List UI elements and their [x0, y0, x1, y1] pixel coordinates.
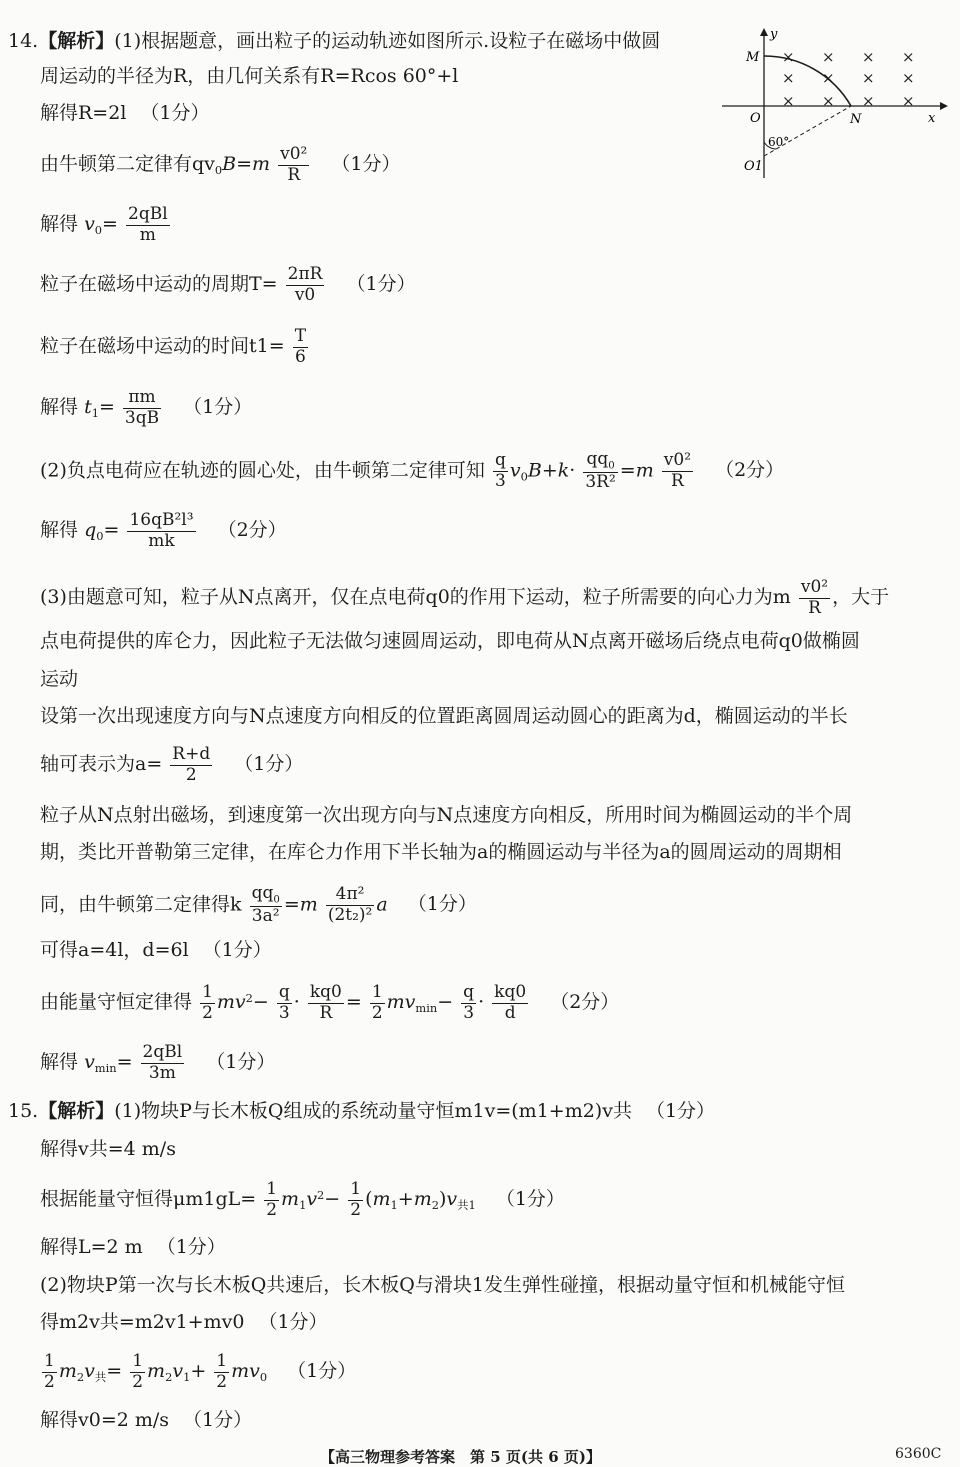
- label-O1: O1: [744, 159, 763, 174]
- q15-line-5: (2)物块P第一次与长木板Q共速后，长木板Q与滑块1发生弹性碰撞，根据动量守恒和机械能守恒: [40, 1274, 845, 1296]
- q14-line-9: (2)负点电荷应在轨迹的圆心处，由牛顿第二定律可知 $\frac{q}{3}$ $v_0B+k\cdot$ $\frac{qq_0}{\text{3R²}}$ =m $\frac{\text{v0²}}{R}$ （2分）: [40, 449, 785, 493]
- cross-7: ×: [862, 69, 875, 87]
- q14-line-21: 解得 $v_{min}=$ $\frac{\text{2qBl}}{3m}$ （1分）: [40, 1042, 276, 1083]
- trajectory-diagram: [718, 24, 950, 184]
- y-axis-arrow: [760, 28, 768, 36]
- label-angle: 60°: [768, 135, 790, 149]
- x-axis-arrow: [940, 102, 948, 110]
- q14-line-10: 解得 $q_0=$ $\frac{\text{16qB²l³}}{mk}$ （2分）: [40, 510, 287, 551]
- cross-3: ×: [862, 48, 875, 66]
- label-y: y: [770, 27, 778, 42]
- cross-12: ×: [902, 92, 915, 110]
- q14-line-15: 轴可表示为a= $\frac{R+d}{2}$ （1分）: [40, 744, 304, 785]
- page-footer: 【高三物理参考答案 第 5 页(共 6 页)】: [320, 1448, 601, 1466]
- q14-line-18: 同，由牛顿第二定律得k $\frac{qq_0}{\text{3a²}}$ =m $\frac{\text{4π²}}{\text{(2t₂)²}}$ a （1分）: [40, 883, 477, 927]
- label-N: N: [850, 112, 862, 127]
- label-O: O: [750, 111, 761, 126]
- q14-line-11: (3)由题意可知，粒子从N点离开，仅在点电荷q0的作用下运动，粒子所需要的向心力为m $\frac{\text{v0²}}{R}$ ，大于: [40, 577, 890, 618]
- q14-line-14: 设第一次出现速度方向与N点速度方向相反的位置距离圆周运动圆心的距离为d，椭圆运动的半长: [40, 705, 848, 727]
- cross-4: ×: [902, 48, 915, 66]
- q14-line-8: 解得 $t_1=$ $\frac{\pi m}{3qB}$ （1分）: [40, 387, 253, 428]
- q15-line-4: 解得L=2 m （1分）: [40, 1236, 226, 1258]
- q14-line-16: 粒子从N点射出磁场，到速度第一次出现方向与N点速度方向相反，所用时间为椭圆运动的半个周: [40, 804, 853, 826]
- q14-line-19: 可得a=4l，d=6l （1分）: [40, 939, 272, 961]
- cross-9: ×: [782, 92, 795, 110]
- cross-5: ×: [782, 69, 795, 87]
- q14-line-7: 粒子在磁场中运动的时间t1= $\frac{T}{6}$: [40, 326, 307, 367]
- q15-line-2: 解得v共=4 m/s: [40, 1138, 176, 1160]
- q14-line-2: 周运动的半径为R，由几何关系有R=Rcos 60°+l: [40, 65, 459, 87]
- q14-number: 14.: [8, 30, 39, 52]
- q14-line-20: 由能量守恒定律得 $\frac{1}{2}$ $mv^2-$ $\frac{q}{3}$ · $\frac{kq0}{R}$ = $\frac{1}{2}$ $mv_{min}-$ $\frac{q}{3}$ · $\frac{kq0}{d}$ （2分）: [40, 982, 620, 1023]
- q14-line-17: 期，类比开普勒第三定律，在库仑力作用下半长轴为a的椭圆运动与半径为a的圆周运动的周期相: [40, 841, 842, 863]
- q15-line-3: 根据能量守恒得μm1gL= $\frac{1}{2}$ $m_1v^2-$ $\frac{1}{2}$ $(m_1+m_2)v_{共1}$ （1分）: [40, 1179, 565, 1220]
- label-M: M: [746, 50, 760, 65]
- exam-code: 6360C: [895, 1446, 942, 1462]
- q14-line-6: 粒子在磁场中运动的周期T= $\frac{2\pi R}{v0}$ （1分）: [40, 264, 416, 305]
- q14-line-12: 点电荷提供的库仑力，因此粒子无法做匀速圆周运动，即电荷从N点离开磁场后绕点电荷q0做椭圆: [40, 630, 860, 652]
- q14-line-5: 解得 $v_0=$ $\frac{\text{2qBl}}{m}$: [40, 204, 168, 245]
- q15-line-6: 得m2v共=m2v1+mv0 （1分）: [40, 1311, 328, 1333]
- trajectory-arc: [764, 56, 851, 106]
- q15-line-7: $\frac{1}{2}$ $m_2v_共=$ $\frac{1}{2}$ $m_2v_1+$ $\frac{1}{2}$ $mv_0$ （1分）: [44, 1351, 357, 1392]
- cross-6: ×: [822, 69, 835, 87]
- q15-number: 15.: [8, 1100, 39, 1122]
- q14-line-3: 解得R=2l （1分）: [40, 102, 210, 124]
- q15-tag: 【解析】: [38, 1100, 115, 1122]
- cross-8: ×: [902, 69, 915, 87]
- q14-tag: 【解析】: [38, 30, 115, 52]
- q14-line-13: 运动: [40, 668, 79, 690]
- q14-line-4: 由牛顿第二定律有$qv_0B=m$ $\frac{\text{v0²}}{R}$ （1分）: [40, 144, 401, 185]
- cross-10: ×: [822, 92, 835, 110]
- cross-1: ×: [782, 48, 795, 66]
- cross-11: ×: [862, 92, 875, 110]
- q14-line-1: 14.【解析】(1)根据题意，画出粒子的运动轨迹如图所示.设粒子在磁场中做圆: [8, 30, 661, 52]
- label-x: x: [928, 111, 936, 126]
- q15-line-8: 解得v0=2 m/s （1分）: [40, 1409, 253, 1431]
- cross-2: ×: [822, 48, 835, 66]
- q15-line-1: 15.【解析】(1)物块P与长木板Q组成的系统动量守恒m1v=(m1+m2)v共 （1分）: [8, 1100, 716, 1122]
